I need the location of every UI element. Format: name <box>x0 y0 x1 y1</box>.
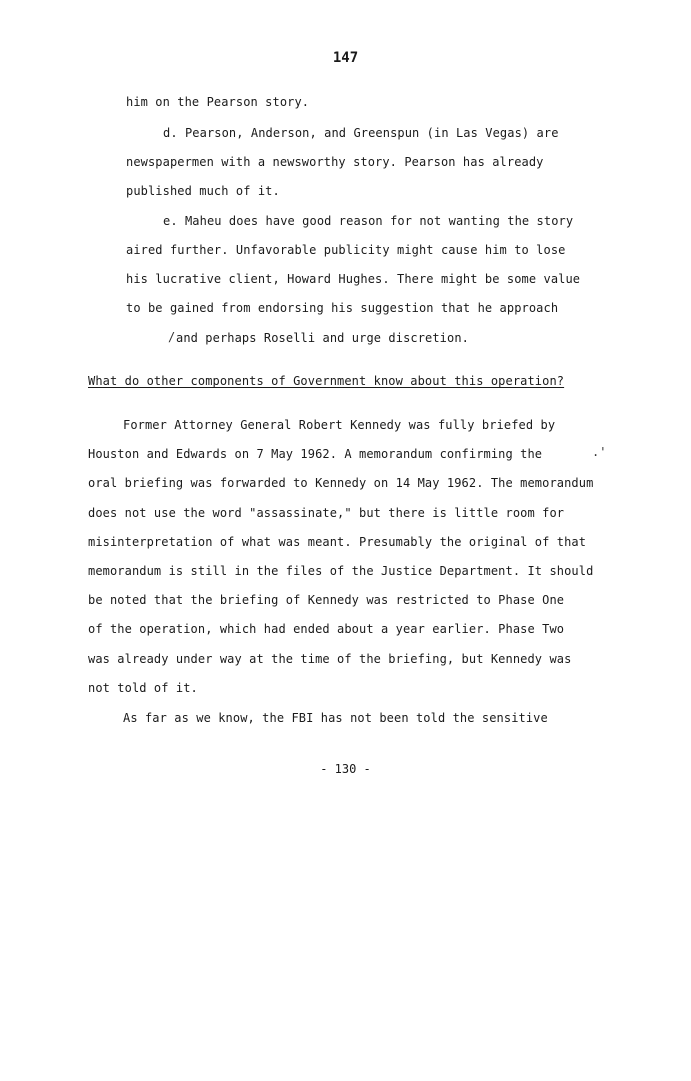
body-line-11: As far as we know, the FBI has not been told the sensitive <box>123 711 548 725</box>
page-number: 147 <box>332 50 359 66</box>
margin-mark: .' <box>592 445 607 459</box>
item-d-line-3: published much of it. <box>126 184 280 198</box>
body-line-9: was already under way at the time of the briefing, but Kennedy was <box>88 652 572 666</box>
section-heading: What do other components of Government know about this operation? <box>88 374 565 388</box>
body-line-2: Houston and Edwards on 7 May 1962. A memorandum confirming the <box>88 447 543 461</box>
body-line-5: misinterpretation of what was meant. Presumably the original of that <box>88 535 587 549</box>
item-e-line-3: his lucrative client, Howard Hughes. There might be some value <box>126 272 581 286</box>
item-d-line-2: newspapermen with a newsworthy story. Pearson has already <box>126 155 544 169</box>
body-line-3: oral briefing was forwarded to Kennedy on 14 May 1962. The memorandum <box>88 476 594 490</box>
item-e-line-5: and perhaps Roselli and urge discretion. <box>176 331 469 345</box>
body-line-10: not told of it. <box>88 681 198 695</box>
body-line-8: of the operation, which had ended about a year earlier. Phase Two <box>88 622 565 636</box>
redaction-mark: / <box>168 330 176 344</box>
item-e-line-2: aired further. Unfavorable publicity might cause him to lose <box>126 243 566 257</box>
item-d-line-1: d. Pearson, Anderson, and Greenspun (in Las Vegas) are <box>163 126 559 140</box>
body-line-1: Former Attorney General Robert Kennedy was fully briefed by <box>123 418 556 432</box>
item-c-line-1: him on the Pearson story. <box>126 95 310 109</box>
item-e-line-1: e. Maheu does have good reason for not wanting the story <box>163 214 574 228</box>
footer-page-number: - 130 - <box>320 762 371 776</box>
body-line-7: be noted that the briefing of Kennedy was restricted to Phase One <box>88 593 565 607</box>
item-e-line-4: to be gained from endorsing his suggestion that he approach <box>126 301 559 315</box>
body-line-6: memorandum is still in the files of the Justice Department. It should <box>88 564 594 578</box>
body-line-4: does not use the word "assassinate," but there is little room for <box>88 506 565 520</box>
